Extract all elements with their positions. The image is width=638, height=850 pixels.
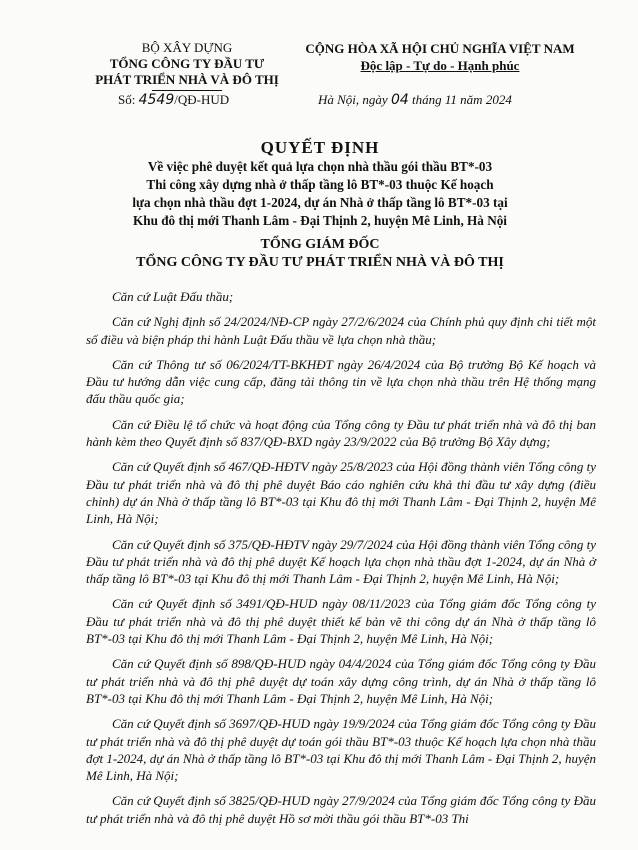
handwritten-number: 4549	[138, 92, 175, 108]
org-name-line2: PHÁT TRIỂN NHÀ VÀ ĐÔ THỊ	[95, 72, 279, 87]
legal-basis-paragraph: Căn cứ Luật Đấu thầu;	[112, 289, 234, 304]
date-suffix: tháng 11 năm 2024	[408, 92, 512, 107]
handwritten-day: 04	[390, 92, 409, 108]
legal-basis-paragraph: Căn cứ Nghị định số 24/2024/NĐ-CP ngày 27/2/6/2024 của Chính phủ quy định chi tiết một số điều và biện pháp thi hành Luật Đấu thầu về lựa chọn nhà thầu;	[86, 314, 596, 347]
org-name-line1: TỔNG CÔNG TY ĐẦU TƯ	[109, 56, 265, 71]
country-name: CỘNG HÒA XÃ HỘI CHỦ NGHĨA VIỆT NAM	[305, 41, 575, 56]
issuer-header	[92, 40, 282, 91]
national-header	[270, 40, 610, 74]
national-motto: Độc lập - Tự do - Hạnh phúc	[360, 58, 520, 73]
document-subject	[112, 158, 528, 230]
header-underline	[152, 90, 222, 91]
number-prefix: Số:	[118, 92, 139, 107]
legal-basis-paragraph: Căn cứ Quyết định số 3825/QĐ-HUD ngày 27/9/2024 của Tổng giám đốc Tổng công ty Đầu tư phát triển nhà và đô thị phê duyệt Hồ sơ mời thầu gói thầu BT*-03 Thi	[86, 793, 596, 826]
legal-basis-paragraph: Căn cứ Quyết định số 3697/QĐ-HUD ngày 19/9/2024 của Tổng giám đốc Tổng công ty Đầu tư phát triển nhà và đô thị phê duyệt dự toán gói thầu BT*-03 thuộc Kế hoạch lựa chọn nhà thầu đợt 1-2024, dự án Nhà ở thấp tầng lô BT*-03 tại Khu đô thị mới Thanh Lâm - Đại Thịnh 2, huyện Mê Linh, Hà Nội;	[86, 716, 596, 784]
legal-basis-paragraph: Căn cứ Quyết định số 375/QĐ-HĐTV ngày 29/7/2024 của Hội đồng thành viên Tổng công ty Đầu tư phát triển nhà và đô thị phê duyệt Kế hoạch lựa chọn nhà thầu đợt 1-2024, dự án Nhà ở thấp tầng lô BT*-03 tại Khu đô thị mới Thanh Lâm - Đại Thịnh 2, huyện Mê Linh, Hà Nội;	[86, 536, 596, 587]
document-body	[86, 288, 596, 835]
subject-line: Về việc phê duyệt kết quả lựa chọn nhà thầu gói thầu BT*-03	[147, 159, 493, 174]
subject-line: Khu đô thị mới Thanh Lâm - Đại Thịnh 2, huyện Mê Linh, Hà Nội	[133, 213, 507, 228]
legal-basis-paragraph: Căn cứ Quyết định số 467/QĐ-HĐTV ngày 25/8/2023 của Hội đồng thành viên Tổng công ty Đầu tư phát triển nhà và đô thị phê duyệt Báo cáo nghiên cứu khả thi đầu tư xây dựng (điều chỉnh) dự án Nhà ở thấp tầng lô BT*-03 tại Khu đô thị mới Thanh Lâm - Đại Thịnh 2, huyện Mê Linh, Hà Nội;	[86, 459, 596, 527]
subject-line: Thi công xây dựng nhà ở thấp tầng lô BT*-03 thuộc Kế hoạch	[146, 177, 494, 192]
authority-org: TỔNG CÔNG TY ĐẦU TƯ PHÁT TRIỂN NHÀ VÀ ĐÔ THỊ	[136, 255, 504, 270]
authority-title: TỔNG GIÁM ĐỐC	[260, 237, 380, 252]
legal-basis-paragraph: Căn cứ Điều lệ tổ chức và hoạt động của Tổng công ty Đầu tư phát triển nhà và đô thị ban hành kèm theo Quyết định số 837/QĐ-BXD ngày 23/9/2022 của Bộ trưởng Bộ Xây dựng;	[86, 416, 596, 450]
legal-basis-paragraph: Căn cứ Quyết định số 3491/QĐ-HUD ngày 08/11/2023 của Tổng giám đốc Tổng công ty Đầu tư phát triển nhà và đô thị phê duyệt thiết kế bản vẽ thi công dự án Nhà ở thấp tầng lô BT*-03 tại Khu đô thị mới Thanh Lâm - Đại Thịnh 2, huyện Mê Linh, Hà Nội;	[86, 596, 596, 647]
document-title: QUYẾT ĐỊNH	[260, 138, 380, 157]
ministry-name: BỘ XÂY DỰNG	[141, 40, 233, 55]
issuing-authority	[80, 236, 560, 272]
number-suffix: /QĐ-HUD	[174, 92, 230, 107]
legal-basis-paragraph: Căn cứ Thông tư số 06/2024/TT-BKHĐT ngày 26/4/2024 của Bộ trưởng Bộ Kế hoạch và Đầu tư hướng dẫn việc cung cấp, đăng tải thông tin về lựa chọn nhà thầu trên Hệ thống mạng đấu thầu quốc gia;	[86, 356, 596, 407]
date-prefix: Hà Nội, ngày	[318, 92, 391, 107]
subject-line: lựa chọn nhà thầu đợt 1-2024, dự án Nhà ở thấp tầng lô BT*-03 tại	[132, 195, 508, 210]
issue-date	[318, 92, 512, 108]
document-number	[118, 92, 229, 108]
legal-basis-paragraph: Căn cứ Quyết định số 898/QĐ-HUD ngày 04/4/2024 của Tổng giám đốc Tổng công ty Đầu tư phát triển nhà và đô thị phê duyệt dự toán xây dựng công trình, dự án Nhà ở thấp tầng lô BT*-03 tại Khu đô thị mới Thanh Lâm - Đại Thịnh 2, huyện Mê Linh, Hà Nội;	[86, 656, 596, 706]
